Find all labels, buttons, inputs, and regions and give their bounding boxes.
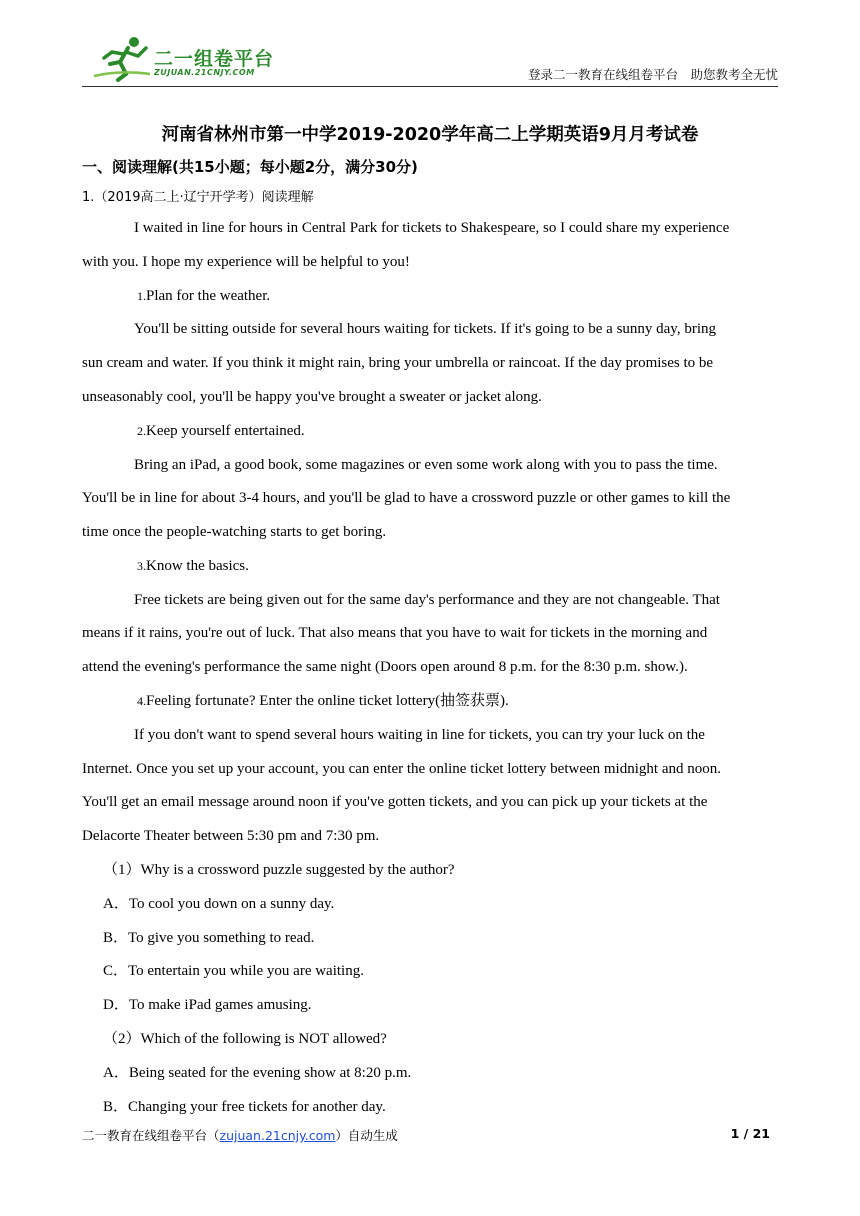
page-header [82, 34, 778, 86]
subheading-text: Know the basics. [146, 558, 249, 574]
passage-line: Free tickets are being given out for the same day's performance and they are not changeable. That [134, 592, 720, 608]
answer-option-c[interactable]: C．To entertain you while you are waiting. [103, 963, 364, 979]
passage-line: I waited in line for hours in Central Park for tickets to Shakespeare, so I could share my experience [134, 220, 730, 236]
footer-prefix: 二一教育在线组卷平台（ [82, 1128, 220, 1143]
subheading-number: 3. [137, 559, 146, 573]
passage-line: You'll get an email message around noon if you've gotten tickets, and you can pick up your tickets at the [82, 794, 708, 810]
passage-subheading [137, 287, 270, 305]
passage-line: unseasonably cool, you'll be happy you've brought a sweater or jacket along. [82, 389, 542, 405]
site-logo[interactable] [90, 34, 290, 82]
footer-link[interactable]: zujuan.21cnjy.com [219, 1128, 336, 1143]
subheading-text: Feeling fortunate? Enter the online ticket lottery(抽签获票). [146, 693, 509, 709]
header-divider [82, 86, 778, 87]
passage-line: You'll be in line for about 3-4 hours, and you'll be glad to have a crossword puzzle or other games to kill the [82, 490, 731, 506]
logo-english-text: ZUJUAN.21CNJY.COM [154, 68, 255, 77]
question-stem: （2）Which of the following is NOT allowed? [103, 1031, 387, 1047]
subheading-text: Keep yourself entertained. [146, 423, 305, 439]
subheading-text: Plan for the weather. [146, 288, 271, 304]
passage-line: You'll be sitting outside for several hours waiting for tickets. If it's going to be a sunny day, bring [134, 321, 716, 337]
header-slogan: 登录二一教育在线组卷平台 助您教考全无忧 [527, 67, 778, 82]
passage-line: sun cream and water. If you think it might rain, bring your umbrella or raincoat. If the day promises to be [82, 355, 714, 371]
page-footer [82, 1126, 398, 1144]
footer-suffix: ）自动生成 [335, 1128, 398, 1143]
logo-chinese-text: 二一组卷平台 [154, 48, 275, 70]
question-stem: （1）Why is a crossword puzzle suggested by the author? [103, 862, 455, 878]
answer-option-b[interactable]: B．To give you something to read. [103, 930, 315, 946]
passage-line: Internet. Once you set up your account, you can enter the online ticket lottery between midnight and noon. [82, 761, 721, 777]
question-source: 1.（2019高二上·辽宁开学考）阅读理解 [82, 190, 314, 205]
subheading-number: 4. [137, 694, 146, 708]
subheading-number: 1. [137, 289, 146, 303]
passage-line: means if it rains, you're out of luck. That also means that you have to wait for tickets in the morning and [82, 625, 708, 641]
page-number: 1 / 21 [730, 1126, 770, 1141]
passage-subheading [137, 557, 249, 575]
passage-line: Bring an iPad, a good book, some magazines or even some work along with you to pass the time. [134, 457, 718, 473]
passage-subheading [137, 692, 509, 710]
subheading-number: 2. [137, 424, 146, 438]
runner-logo-icon [90, 34, 152, 82]
section-heading: 一、阅读理解(共15小题；每小题2分，满分30分) [82, 158, 418, 176]
passage-line: time once the people-watching starts to get boring. [82, 524, 387, 540]
exam-title: 河南省林州市第一中学2019-2020学年高二上学期英语9月月考试卷 [161, 125, 699, 145]
passage-line: attend the evening's performance the same night (Doors open around 8 p.m. for the 8:30 p.m. show.). [82, 659, 688, 675]
passage-line: with you. I hope my experience will be helpful to you! [82, 254, 410, 270]
passage-line: Delacorte Theater between 5:30 pm and 7:30 pm. [82, 828, 380, 844]
answer-option-a[interactable]: A．To cool you down on a sunny day. [103, 896, 335, 912]
answer-option-b[interactable]: B．Changing your free tickets for another day. [103, 1099, 386, 1115]
passage-subheading [137, 422, 305, 440]
answer-option-a[interactable]: A．Being seated for the evening show at 8:20 p.m. [103, 1065, 412, 1081]
answer-option-d[interactable]: D．To make iPad games amusing. [103, 997, 312, 1013]
passage-line: If you don't want to spend several hours waiting in line for tickets, you can try your luck on the [134, 727, 705, 743]
